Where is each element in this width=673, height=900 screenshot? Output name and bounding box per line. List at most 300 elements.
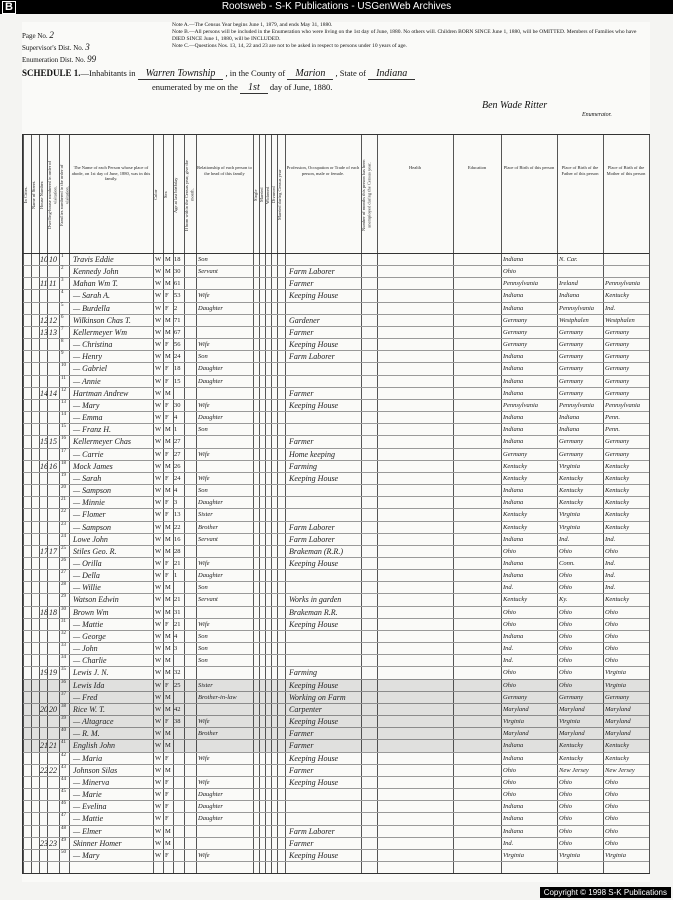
family-number: 12	[49, 315, 57, 325]
occupation: Farmer	[289, 838, 314, 848]
line-number: 41	[61, 740, 66, 746]
person-name: — Christina	[73, 340, 113, 350]
father-birthplace: Germany	[559, 693, 584, 701]
father-birthplace: Ohio	[559, 547, 572, 555]
dwelling-number: 23	[40, 838, 48, 848]
person-name: — Carrie	[73, 449, 104, 459]
birthplace: Indiana	[503, 304, 524, 312]
line-number: 45	[61, 789, 66, 795]
age: 4	[174, 632, 178, 640]
relationship: Daughter	[198, 791, 223, 799]
relationship: Wife	[198, 450, 210, 458]
father-birthplace: Virginia	[559, 511, 580, 519]
row-rule	[23, 375, 649, 376]
father-birthplace: Kentucky	[559, 487, 584, 495]
dwelling-number: 10	[40, 255, 48, 264]
occupation: Farm Laborer	[289, 267, 335, 277]
column-rule	[265, 135, 266, 873]
father-birthplace: Ohio	[559, 584, 572, 592]
mother-birthplace: Germany	[605, 389, 630, 397]
age: 21	[174, 560, 181, 567]
row-rule	[23, 411, 649, 412]
birthplace: Ohio	[503, 608, 516, 616]
row-rule	[23, 496, 649, 497]
mother-birthplace: Ohio	[605, 778, 618, 786]
family-number: 23	[49, 838, 57, 848]
birthplace: Kentucky	[503, 523, 528, 531]
row-rule	[23, 788, 649, 789]
line-number: 24	[61, 533, 66, 539]
person-name: — Willie	[73, 583, 101, 593]
color: W	[155, 353, 162, 361]
row-rule	[23, 569, 649, 570]
mother-birthplace: Kentucky	[605, 596, 630, 604]
line-number: 25	[61, 545, 66, 551]
father-birthplace: Ky.	[559, 596, 568, 604]
age: 25	[174, 681, 181, 689]
color: W	[155, 572, 162, 580]
birthplace: Ohio	[503, 547, 516, 555]
column-header: Married	[259, 187, 264, 203]
column-rule	[501, 135, 502, 873]
column-header: Sex	[163, 191, 168, 199]
age: 22	[174, 523, 181, 531]
father-birthplace: Maryland	[559, 705, 585, 713]
occupation: Works in garden	[289, 595, 342, 605]
person-name: — George	[73, 631, 106, 641]
person-name: Travis Eddie	[73, 255, 114, 264]
shaded-band	[23, 727, 649, 739]
mother-birthplace: Germany	[605, 693, 630, 701]
father-birthplace: Ohio	[559, 572, 572, 580]
mother-birthplace: Virginia	[605, 681, 626, 689]
mother-birthplace: Kentucky	[605, 754, 630, 762]
father-birthplace: Ind.	[559, 535, 570, 543]
person-name: — Evelina	[73, 802, 107, 812]
relationship: Daughter	[198, 499, 223, 507]
line-number: 43	[61, 764, 66, 770]
color: W	[155, 815, 162, 823]
line-number: 40	[61, 728, 66, 734]
column-header: Married during Census year	[277, 169, 282, 221]
mother-birthplace: Ohio	[605, 632, 618, 640]
birthplace: Ind.	[503, 645, 514, 653]
father-birthplace: Ohio	[559, 778, 572, 786]
occupation: Farmer	[289, 741, 314, 751]
relationship: Wife	[198, 754, 210, 762]
row-rule	[23, 448, 649, 449]
person-name: Brown Wm	[73, 607, 109, 617]
sex: F	[165, 560, 169, 567]
note-b: Note B.—All persons will be included in the Enumeration who were living on the 1st day of June, 1880. No others will. Children BORN SINCE June 1, 1880, will be OMITTED. Members of Families who have DIED SINCE June 1, 1880, will be INCLUDED.	[172, 29, 637, 42]
line-number: 8	[61, 339, 64, 345]
township: Warren Township	[138, 68, 224, 80]
person-name: — Marie	[73, 790, 102, 800]
column-header: Place of Birth of this person	[503, 165, 555, 170]
color: W	[155, 584, 162, 592]
person-name: — Sampson	[73, 522, 112, 532]
age: 3	[174, 499, 178, 507]
line-number: 48	[61, 825, 66, 831]
line-number: 34	[61, 655, 66, 661]
father-birthplace: Ohio	[559, 681, 572, 689]
sex: M	[165, 705, 171, 713]
person-name: Mahan Wm T.	[73, 279, 118, 289]
father-birthplace: Indiana	[559, 292, 580, 300]
relationship: Wife	[198, 851, 210, 859]
occupation: Farm Laborer	[289, 522, 335, 532]
color: W	[155, 499, 162, 507]
birthplace: Germany	[503, 341, 528, 349]
color: W	[155, 414, 162, 422]
line-number: 26	[61, 558, 66, 563]
copyright-notice: Copyright © 1998 S-K Publications	[540, 887, 671, 898]
sex: M	[165, 596, 171, 604]
line-number: 44	[61, 776, 66, 782]
dwelling-number: 13	[40, 327, 48, 337]
mother-birthplace: Ohio	[605, 827, 618, 835]
age: 27	[174, 450, 181, 458]
father-birthplace: Virginia	[559, 851, 580, 859]
mother-birthplace: Kentucky	[605, 742, 630, 750]
mother-birthplace: Ohio	[605, 839, 618, 847]
color: W	[155, 791, 162, 799]
mother-birthplace: Penn.	[605, 426, 620, 434]
mother-birthplace: New Jersey	[605, 766, 635, 774]
mother-birthplace: Maryland	[605, 718, 631, 726]
father-birthplace: Ohio	[559, 803, 572, 811]
mother-birthplace: Ind.	[605, 304, 616, 312]
dwelling-number: 22	[40, 765, 48, 775]
sex: M	[165, 608, 171, 616]
person-name: — Mary	[73, 850, 100, 860]
age: 13	[174, 511, 181, 519]
family-number: 16	[49, 461, 57, 471]
person-name: — Altagrace	[73, 717, 114, 727]
father-birthplace: Germany	[559, 377, 584, 385]
page-number-line: Page No. 2	[22, 30, 54, 40]
color: W	[155, 730, 162, 738]
occupation: Keeping House	[289, 753, 339, 763]
birthplace: Indiana	[503, 377, 524, 385]
county: Marion	[287, 68, 333, 80]
person-name: Kellermeyer Chas	[73, 437, 131, 447]
state: Indiana	[368, 68, 415, 80]
family-number: 18	[49, 607, 57, 617]
line-number: 37	[61, 691, 66, 697]
birthplace: Maryland	[503, 705, 529, 713]
line-number: 23	[61, 521, 66, 527]
sex: M	[165, 523, 171, 531]
occupation: Brakeman R.R.	[289, 607, 338, 617]
census-sheet	[22, 22, 650, 882]
father-birthplace: Ohio	[559, 815, 572, 823]
mother-birthplace: Germany	[605, 353, 630, 361]
sex: M	[165, 839, 171, 847]
age: 21	[174, 620, 181, 628]
census-notes	[172, 22, 642, 50]
occupation: Farm Laborer	[289, 826, 335, 836]
father-birthplace: N. Car.	[559, 256, 578, 263]
line-number: 12	[61, 387, 66, 393]
birthplace: Indiana	[503, 803, 524, 811]
occupation: Farmer	[289, 437, 314, 447]
birthplace: Indiana	[503, 754, 524, 762]
person-name: — Mary	[73, 400, 100, 410]
father-birthplace: Virginia	[559, 523, 580, 531]
relationship: Brother	[198, 523, 218, 531]
sex: F	[165, 778, 169, 786]
occupation: Keeping House	[289, 850, 339, 860]
sex: F	[165, 754, 169, 762]
father-birthplace: Germany	[559, 450, 584, 458]
mother-birthplace: Westphalen	[605, 316, 635, 324]
color: W	[155, 280, 162, 288]
birthplace: Ind.	[503, 839, 514, 847]
occupation: Keeping House	[289, 473, 339, 483]
person-name: Watson Edwin	[73, 595, 119, 605]
family-number: 21	[49, 741, 57, 751]
enumerator-signature: Ben Wade Ritter	[482, 100, 548, 111]
column-rule	[453, 135, 454, 873]
relationship: Brother	[198, 730, 218, 738]
column-rule	[285, 135, 286, 873]
page-number: 2	[49, 30, 54, 40]
line-number: 33	[61, 643, 66, 649]
mother-birthplace: Ohio	[605, 791, 618, 799]
color: W	[155, 328, 162, 336]
sex: M	[165, 657, 171, 665]
line-number: 20	[61, 485, 66, 491]
sex: F	[165, 803, 169, 811]
person-name: — Charlie	[73, 656, 107, 666]
line-number: 6	[61, 314, 64, 320]
age: 31	[174, 608, 181, 616]
occupation: Keeping House	[289, 680, 339, 690]
age: 2	[174, 304, 178, 312]
mother-birthplace: Germany	[605, 377, 630, 385]
dwelling-number: 12	[40, 315, 48, 325]
mother-birthplace: Ohio	[605, 620, 618, 628]
sex: M	[165, 742, 171, 750]
birthplace: Maryland	[503, 730, 529, 738]
color: W	[155, 645, 162, 653]
mother-birthplace: Maryland	[605, 705, 631, 713]
color: W	[155, 401, 162, 409]
color: W	[155, 523, 162, 531]
father-birthplace: Germany	[559, 389, 584, 397]
age: 32	[174, 669, 181, 677]
birthplace: Ohio	[503, 268, 516, 276]
person-name: — Orilla	[73, 559, 102, 568]
sex: M	[165, 389, 171, 397]
sex: M	[165, 462, 171, 470]
line-number: 1	[61, 254, 64, 259]
dwelling-number: 21	[40, 741, 48, 751]
age: 24	[174, 353, 181, 361]
sex: F	[165, 377, 169, 385]
age: 71	[174, 316, 181, 324]
color: W	[155, 511, 162, 519]
column-header: House Number.	[39, 180, 44, 210]
column-header: Dwelling-house numbered in order of visitation.	[47, 161, 58, 229]
row-rule	[23, 654, 649, 655]
header-rule	[23, 253, 649, 254]
mother-birthplace: Ohio	[605, 815, 618, 823]
family-number: 20	[49, 704, 57, 714]
color: W	[155, 657, 162, 665]
supervisor-number: 3	[85, 42, 90, 52]
father-birthplace: Ohio	[559, 791, 572, 799]
relationship: Wife	[198, 718, 210, 726]
shaded-band	[23, 679, 649, 691]
age: 28	[174, 547, 181, 555]
line-number: 38	[61, 703, 66, 709]
age: 30	[174, 401, 181, 409]
banner-text: Rootsweb - S-K Publications - USGenWeb Archives	[221, 1, 452, 12]
birthplace: Germany	[503, 316, 528, 324]
birthplace: Indiana	[503, 365, 524, 373]
person-name: — Flomer	[73, 510, 106, 520]
person-name: — Mattie	[73, 814, 103, 824]
birthplace: Indiana	[503, 256, 524, 263]
relationship: Sister	[198, 511, 213, 519]
row-rule	[23, 581, 649, 582]
color: W	[155, 426, 162, 434]
relationship: Son	[198, 657, 208, 665]
sex: M	[165, 256, 171, 263]
census-table	[22, 134, 650, 874]
line-number: 15	[61, 424, 66, 430]
father-birthplace: Westphalen	[559, 316, 589, 324]
person-name: — John	[73, 644, 98, 654]
dwelling-number: 11	[40, 279, 48, 289]
column-header: Divorced	[271, 186, 276, 204]
mother-birthplace: Kentucky	[605, 499, 630, 507]
birthplace: Indiana	[503, 827, 524, 835]
father-birthplace: Ohio	[559, 620, 572, 628]
color: W	[155, 620, 162, 628]
column-rule	[196, 135, 197, 873]
birthplace: Indiana	[503, 572, 524, 580]
birthplace: Ohio	[503, 681, 516, 689]
birthplace: Indiana	[503, 292, 524, 300]
line-number: 19	[61, 472, 66, 478]
enumeration-number: 99	[87, 54, 97, 64]
occupation: Keeping House	[289, 340, 339, 350]
note-a: Note A.—The Census Year begins June 1, 1879, and ends May 31, 1880.	[172, 22, 333, 28]
color: W	[155, 292, 162, 300]
dwelling-number: 18	[40, 607, 48, 617]
birthplace: Virginia	[503, 718, 524, 726]
person-name: — Elmer	[73, 826, 102, 836]
sex: M	[165, 268, 171, 276]
line-number: 13	[61, 399, 66, 405]
column-header: Age at last birthday	[173, 177, 178, 213]
family-number: 17	[49, 546, 57, 556]
relationship: Wife	[198, 778, 210, 786]
sex: M	[165, 426, 171, 434]
dwelling-number: 20	[40, 704, 48, 714]
column-rule	[649, 135, 650, 873]
row-rule	[23, 861, 649, 862]
father-birthplace: Kentucky	[559, 474, 584, 482]
age: 56	[174, 341, 181, 349]
birthplace: Germany	[503, 693, 528, 701]
relationship: Son	[198, 584, 208, 592]
line-number: 47	[61, 813, 66, 819]
age: 27	[174, 438, 181, 446]
line-number: 2	[61, 266, 64, 272]
row-rule	[23, 825, 649, 826]
color: W	[155, 316, 162, 324]
line-number: 39	[61, 716, 66, 722]
father-birthplace: Germany	[559, 438, 584, 446]
line-number: 36	[61, 679, 66, 685]
color: W	[155, 389, 162, 397]
row-rule	[23, 508, 649, 509]
color: W	[155, 341, 162, 349]
father-birthplace: Ohio	[559, 608, 572, 616]
sex: F	[165, 292, 169, 300]
dwelling-number: 16	[40, 461, 48, 471]
color: W	[155, 681, 162, 689]
note-c: Note C.—Questions Nos. 13, 14, 22 and 23 are not to be asked in respect to persons under 10 years of age.	[172, 43, 407, 49]
father-birthplace: Kentucky	[559, 742, 584, 750]
mother-birthplace: Kentucky	[605, 474, 630, 482]
age: 1	[174, 426, 178, 434]
color: W	[155, 827, 162, 835]
sex: M	[165, 669, 171, 677]
line-number: 9	[61, 351, 64, 357]
color: W	[155, 547, 162, 555]
sex: F	[165, 718, 169, 726]
birthplace: Kentucky	[503, 596, 528, 604]
mother-birthplace: Kentucky	[605, 511, 630, 519]
row-rule	[23, 484, 649, 485]
column-rule	[163, 135, 164, 873]
row-rule	[23, 423, 649, 424]
sex: M	[165, 438, 171, 446]
column-header: Color	[153, 189, 158, 201]
color: W	[155, 560, 162, 567]
family-number: 13	[49, 327, 57, 337]
column-header: Health	[409, 165, 421, 170]
mother-birthplace: Virginia	[605, 669, 626, 677]
birthplace: Kentucky	[503, 474, 528, 482]
line-number: 17	[61, 448, 66, 454]
birthplace: Indiana	[503, 632, 524, 640]
row-rule	[23, 533, 649, 534]
color: W	[155, 803, 162, 811]
age: 30	[174, 268, 181, 276]
color: W	[155, 462, 162, 470]
family-number: 19	[49, 668, 57, 678]
color: W	[155, 693, 162, 701]
birthplace: Ohio	[503, 766, 516, 774]
birthplace: Kentucky	[503, 462, 528, 470]
birthplace: Ohio	[503, 669, 516, 677]
sex: F	[165, 815, 169, 823]
relationship: Son	[198, 632, 208, 640]
sex: M	[165, 693, 171, 701]
line-number: 29	[61, 594, 66, 600]
dwelling-number: 17	[40, 546, 48, 556]
person-name: Mock James	[73, 461, 113, 471]
sex: F	[165, 474, 169, 482]
mother-birthplace: Pennsylvania	[605, 280, 641, 288]
mother-birthplace: Germany	[605, 438, 630, 446]
